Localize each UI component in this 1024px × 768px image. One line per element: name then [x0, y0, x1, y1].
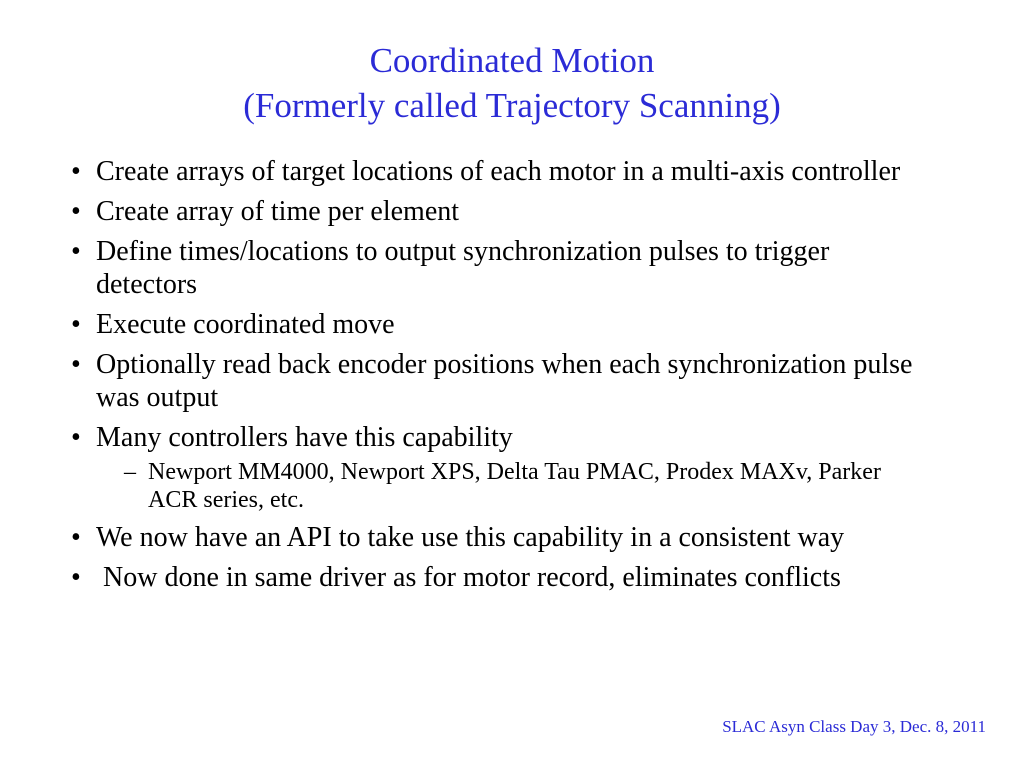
bullet-marker: • [71, 156, 81, 187]
sub-bullet-list [96, 458, 918, 514]
bullet-item [68, 155, 918, 188]
bullet-item [68, 308, 918, 341]
bullet-text: Create arrays of target locations of each motor in a multi-axis controller [96, 156, 901, 187]
slide-title-line-1: Coordinated Motion [369, 41, 655, 80]
bullet-item [68, 348, 918, 414]
bullet-text: Create array of time per element [96, 196, 460, 227]
bullet-marker: • [71, 236, 81, 267]
sub-bullet-item [96, 458, 918, 514]
sub-bullet-text: Newport MM4000, Newport XPS, Delta Tau PMAC, Prodex MAXv, Parker ACR series, etc. [148, 459, 881, 513]
bullet-list [68, 155, 918, 601]
bullet-text: Now done in same driver as for motor record, eliminates conflicts [96, 562, 841, 593]
bullet-text: Execute coordinated move [96, 309, 395, 340]
bullet-item [68, 561, 918, 594]
bullet-marker: • [71, 422, 81, 453]
bullet-item [68, 421, 918, 514]
bullet-marker: • [71, 196, 81, 227]
bullet-text: We now have an API to take use this capability in a consistent way [96, 522, 845, 553]
bullet-item [68, 195, 918, 228]
bullet-item [68, 521, 918, 554]
slide-title [0, 38, 1024, 128]
bullet-marker: • [71, 522, 81, 553]
bullet-marker: • [71, 309, 81, 340]
slide-title-line-2: (Formerly called Trajectory Scanning) [243, 86, 781, 125]
bullet-text: Define times/locations to output synchronization pulses to trigger detectors [96, 236, 830, 300]
bullet-marker: • [71, 562, 81, 593]
slide-footer: SLAC Asyn Class Day 3, Dec. 8, 2011 [722, 717, 986, 736]
bullet-item [68, 235, 918, 301]
bullet-text: Many controllers have this capability [96, 422, 513, 453]
bullet-text: Optionally read back encoder positions when each synchronization pulse was output [96, 349, 913, 413]
bullet-marker: • [71, 349, 81, 380]
sub-bullet-marker: – [124, 459, 136, 485]
